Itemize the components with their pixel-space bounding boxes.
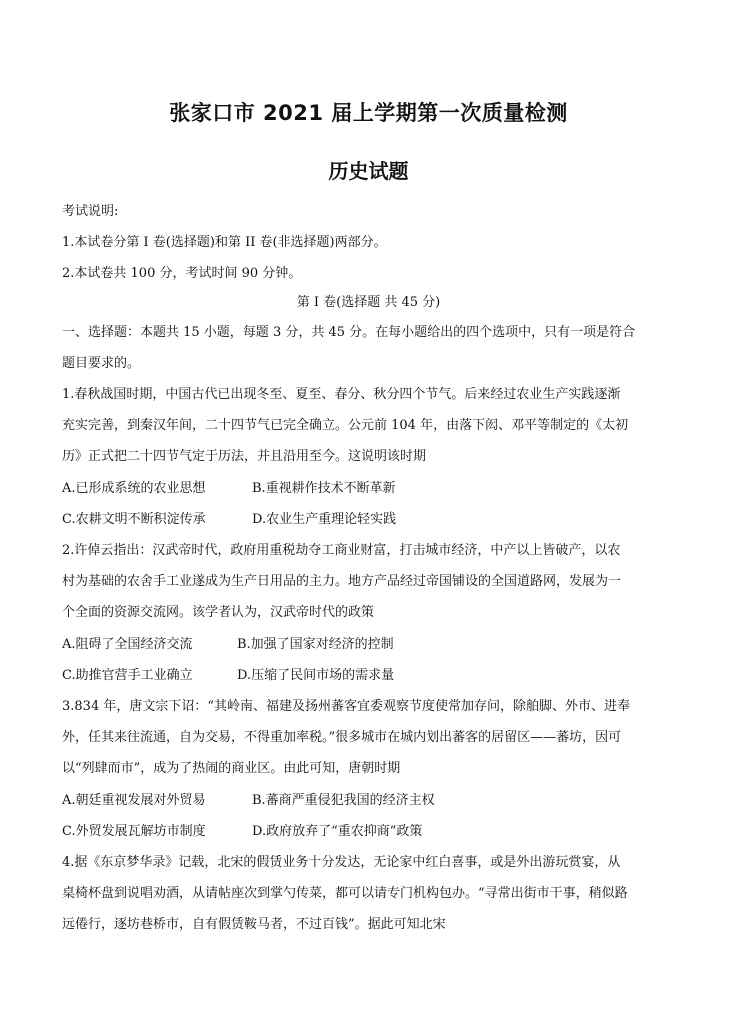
question-2-option-b: B.加强了国家对经济的控制 <box>237 637 394 652</box>
section-intro-line-2: 题目要求的。 <box>62 356 141 371</box>
question-4-line-2: 桌椅杯盘到说唱劝酒，从请帖座次到掌勺传菜，都可以请专门机构包办。“寻常出街市干事，稍似路 <box>62 886 628 901</box>
question-1-line-1: 1.春秋战国时期，中国古代已出现冬至、夏至、春分、秋分四个节气。后来经过农业生产实践逐渐 <box>62 387 621 402</box>
instruction-item-2: 2.本试卷共 100 分，考试时间 90 分钟。 <box>62 266 302 281</box>
instruction-item-1: 1.本试卷分第 I 卷(选择题)和第 II 卷(非选择题)两部分。 <box>62 235 387 250</box>
question-2-option-d: D.压缩了民间市场的需求量 <box>237 668 395 683</box>
question-3-option-b: B.蕃商严重侵犯我国的经济主权 <box>252 793 435 808</box>
instructions-heading: 考试说明: <box>62 204 119 219</box>
question-2-line-1: 2.许倬云指出：汉武帝时代，政府用重税劫夺工商业财富，打击城市经济，中产以上皆破产，以农 <box>62 543 621 558</box>
question-3-line-2: 外，任其来往流通，自为交易，不得重加率税。”很多城市在城内划出蕃客的居留区——蕃坊，因可 <box>62 730 622 745</box>
question-2-option-a: A.阻碍了全国经济交流 <box>62 637 193 652</box>
section-title: 第 I 卷(选择题 共 45 分) <box>296 295 441 310</box>
question-4-line-3: 远倦行，逐坊巷桥市，自有假赁鞍马者，不过百钱”。据此可知北宋 <box>62 917 446 932</box>
section-intro-line-1: 一、选择题：本题共 15 小题，每题 3 分，共 45 分。在每小题给出的四个选项中，只有一项是符合 <box>62 325 636 340</box>
question-3-line-1: 3.834 年，唐文宗下诏：“其岭南、福建及扬州蕃客宜委观察节度使常加存问，除舶脚、外市、进奉 <box>62 699 630 714</box>
question-4-line-1: 4.据《东京梦华录》记载，北宋的假赁业务十分发达，无论家中红白喜事，或是外出游玩赏宴，从 <box>62 855 621 870</box>
question-2-option-c: C.助推官营手工业确立 <box>62 668 193 683</box>
question-1-option-b: B.重视耕作技术不断革新 <box>252 481 396 496</box>
question-2-line-3: 个全面的资源交流网。该学者认为，汉武帝时代的政策 <box>62 605 375 620</box>
exam-subtitle: 历史试题 <box>328 159 409 183</box>
question-1-option-d: D.农业生产重理论轻实践 <box>252 512 397 527</box>
exam-title: 张家口市 2021 届上学期第一次质量检测 <box>169 101 568 125</box>
question-1-option-a: A.已形成系统的农业思想 <box>62 481 206 496</box>
question-3-line-3: 以“列肆而市”，成为了热闹的商业区。由此可知，唐朝时期 <box>62 761 401 776</box>
question-3-option-a: A.朝廷重视发展对外贸易 <box>62 793 206 808</box>
question-3-option-c: C.外贸发展瓦解坊市制度 <box>62 824 206 839</box>
question-1-line-3: 历》正式把二十四节气定于历法，并且沿用至今。这说明该时期 <box>62 449 427 464</box>
question-1-line-2: 充实完善，到秦汉年间，二十四节气已完全确立。公元前 104 年，由落下闳、邓平等制定的《太初 <box>62 418 629 433</box>
question-3-option-d: D.政府放弃了“重农抑商”政策 <box>252 824 423 839</box>
question-2-line-2: 村为基础的农舍手工业遂成为生产日用品的主力。地方产品经过帝国铺设的全国道路网，发展为一 <box>62 574 622 589</box>
question-1-option-c: C.农耕文明不断积淀传承 <box>62 512 206 527</box>
